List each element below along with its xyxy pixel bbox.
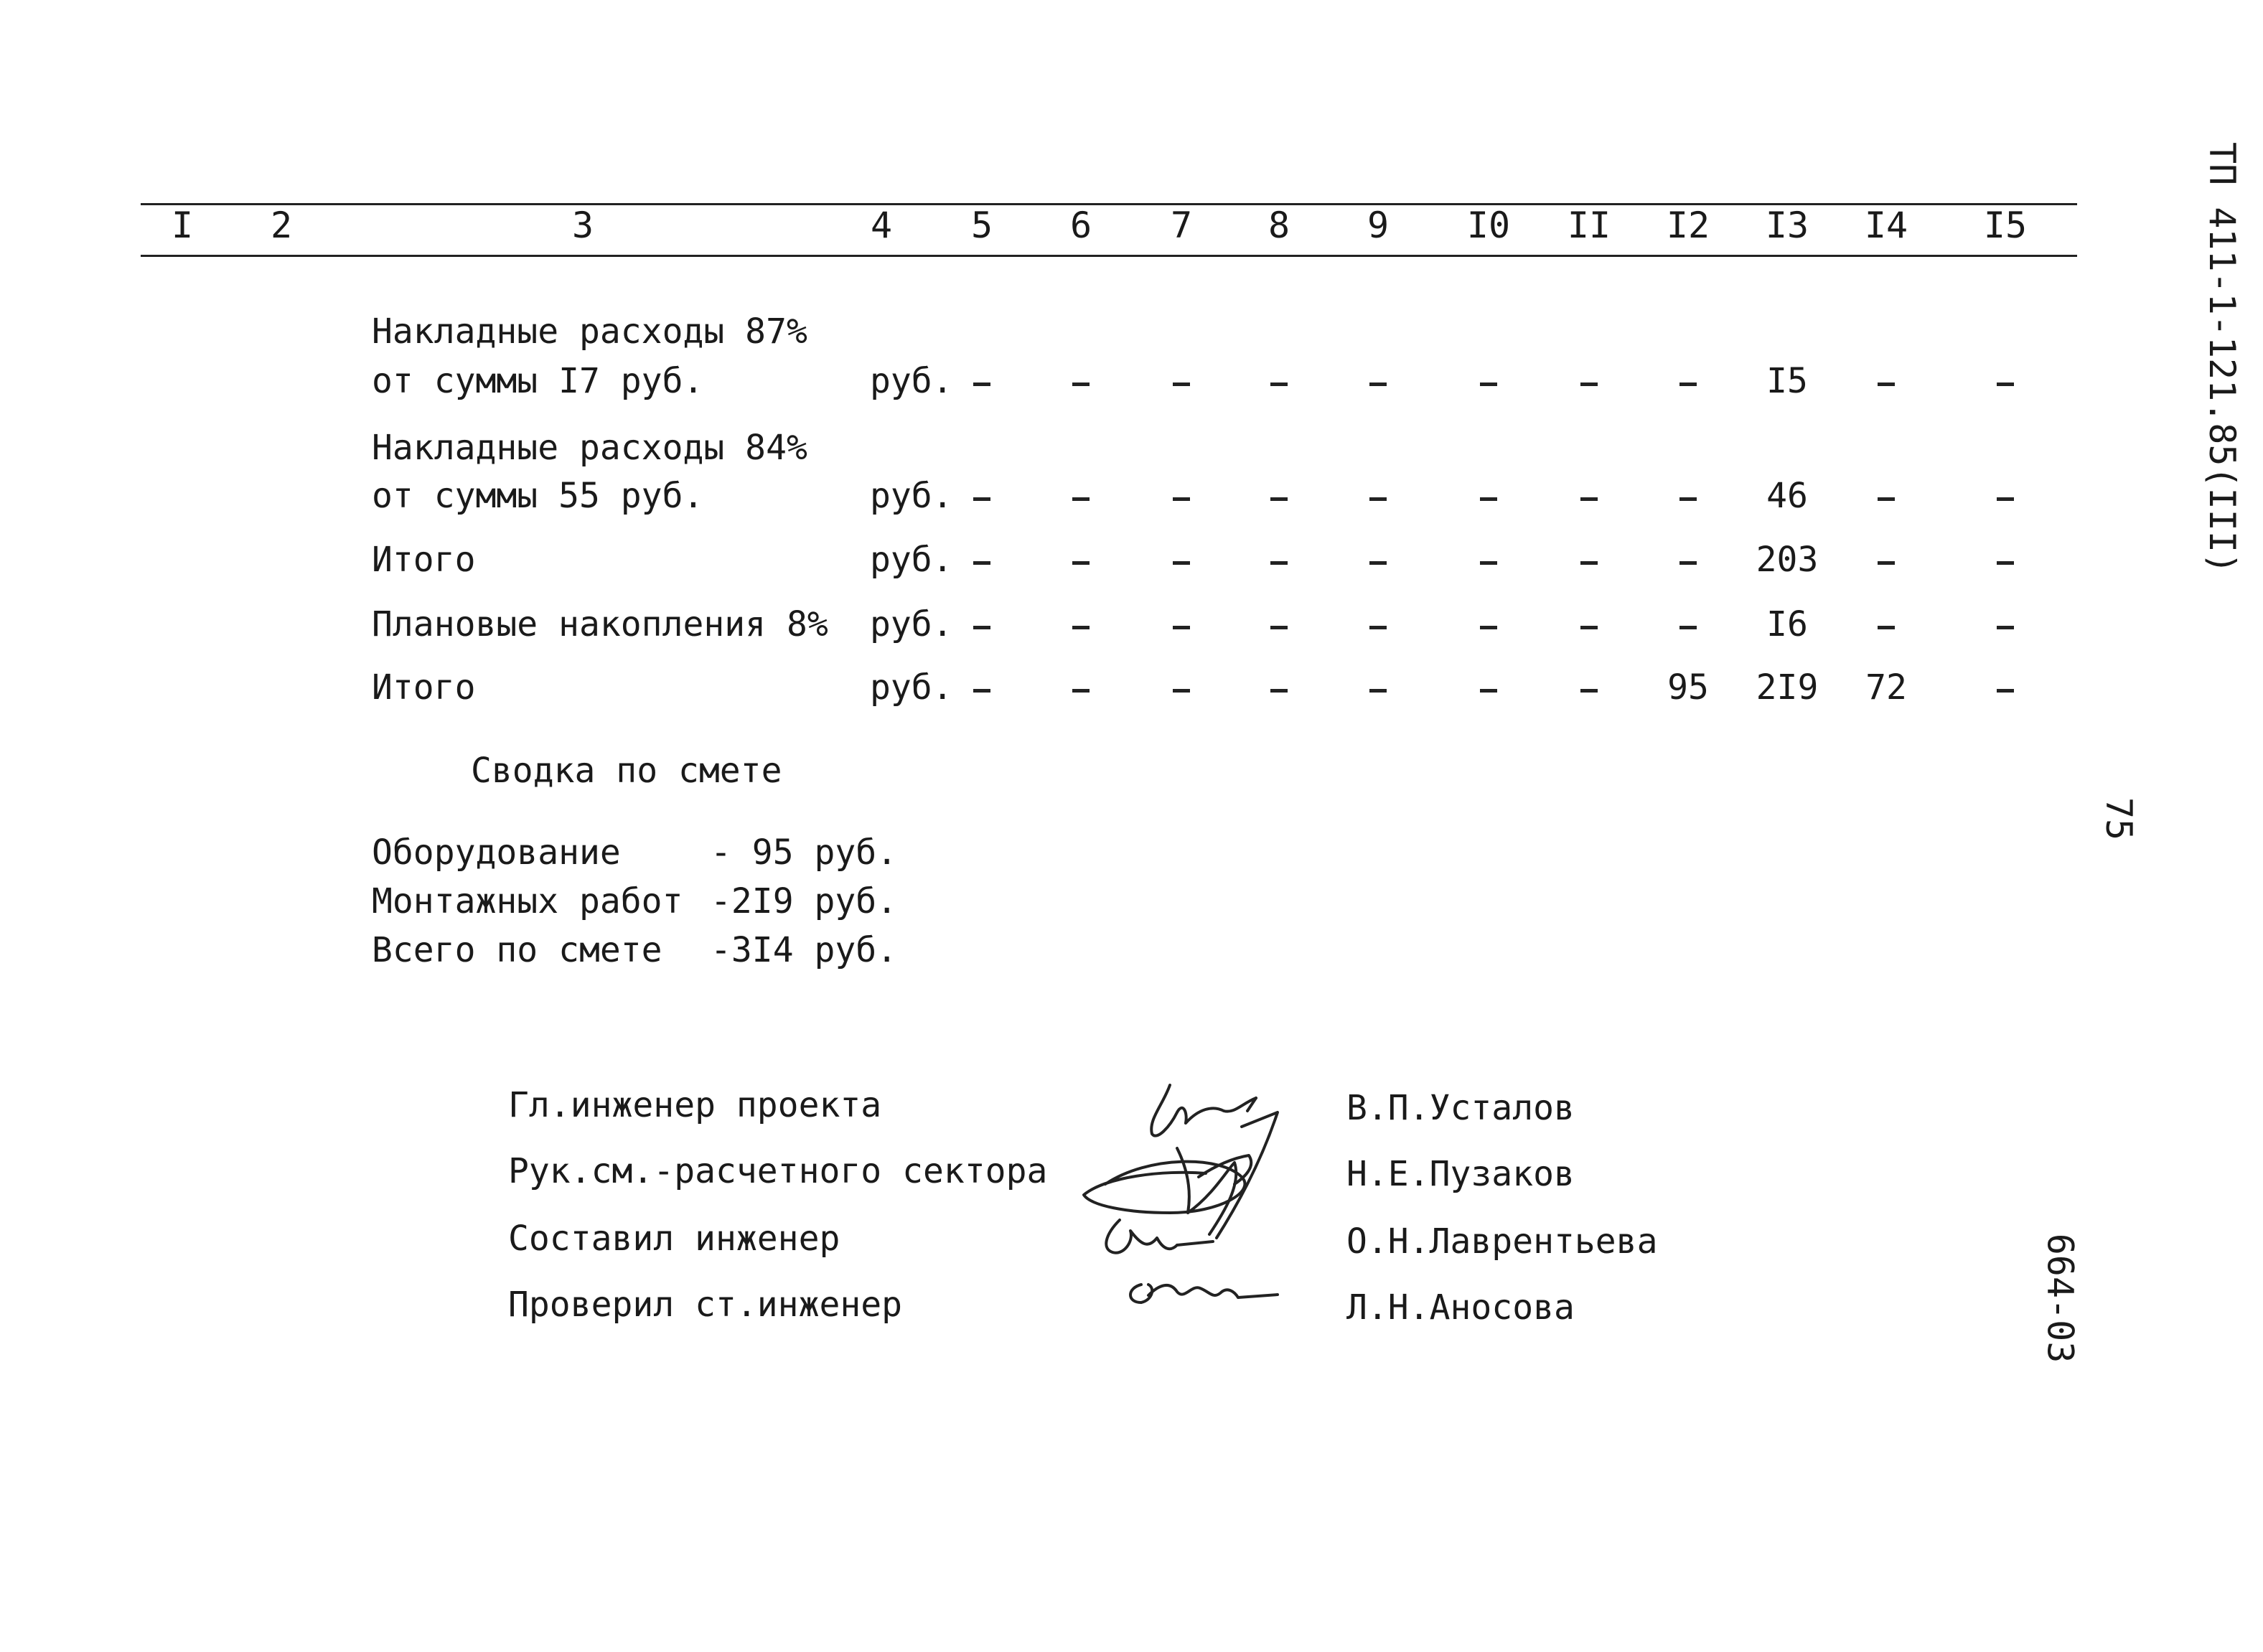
column-header: II [1567,205,1611,246]
table-header-bottom-rule [141,255,2077,257]
document-code: ТП 411-1-121.85(III) [2201,141,2244,575]
row-description: Итого [372,667,476,708]
empty-cell-dash [1997,561,2014,565]
empty-cell-dash [1072,497,1090,501]
row-description: Итого [372,540,476,580]
empty-cell-dash [1997,383,2014,386]
empty-cell-dash [1072,383,1090,386]
row-description: Накладные расходы 87% [372,311,807,352]
row-description: от суммы I7 руб. [372,361,704,401]
column-header: I5 [1983,205,2028,246]
column-header: I [171,205,194,246]
column-header: 5 [970,205,993,246]
empty-cell-dash [1480,497,1497,501]
handwritten-signatures [1062,1069,1349,1342]
empty-cell-dash [1270,561,1288,565]
empty-cell-dash [1997,689,2014,693]
signer-role: Гл.инженер проекта [508,1085,882,1125]
signer-name: Н.Е.Пузаков [1346,1154,1575,1194]
empty-cell-dash [1173,497,1190,501]
table-cell: 95 [1667,667,1709,708]
summary-label: Оборудование [372,832,621,873]
empty-cell-dash [1173,561,1190,565]
empty-cell-dash [1878,383,1895,386]
empty-cell-dash [973,383,990,386]
column-header: 6 [1069,205,1092,246]
table-cell: 2I9 [1756,667,1819,708]
empty-cell-dash [1480,689,1497,693]
column-header: 7 [1170,205,1193,246]
empty-cell-dash [1072,689,1090,693]
signer-role: Рук.см.-расчетного сектора [508,1151,1048,1191]
row-unit: руб. [870,667,953,708]
empty-cell-dash [1369,383,1387,386]
signer-role: Составил инженер [508,1219,840,1259]
empty-cell-dash [1997,497,2014,501]
column-header: I2 [1666,205,1710,246]
empty-cell-dash [1679,561,1697,565]
summary-value: -2I9 руб. [711,881,898,921]
column-header: 3 [571,205,594,246]
column-header: 8 [1268,205,1290,246]
empty-cell-dash [1480,561,1497,565]
empty-cell-dash [1072,626,1090,629]
empty-cell-dash [973,561,990,565]
row-unit: руб. [870,361,953,401]
page-number: 75 [2098,797,2140,841]
empty-cell-dash [973,689,990,693]
column-header: I3 [1765,205,1809,246]
empty-cell-dash [973,626,990,629]
signer-name: В.П.Усталов [1346,1088,1575,1128]
empty-cell-dash [1072,561,1090,565]
row-unit: руб. [870,476,953,516]
empty-cell-dash [1580,626,1598,629]
empty-cell-dash [1270,497,1288,501]
empty-cell-dash [1173,689,1190,693]
summary-value: -3I4 руб. [711,930,898,970]
empty-cell-dash [973,497,990,501]
empty-cell-dash [1270,689,1288,693]
row-unit: руб. [870,604,953,644]
empty-cell-dash [1580,497,1598,501]
empty-cell-dash [1878,626,1895,629]
empty-cell-dash [1480,383,1497,386]
empty-cell-dash [1679,626,1697,629]
empty-cell-dash [1878,561,1895,565]
table-cell: 72 [1865,667,1907,708]
archive-number: 664-03 [2039,1233,2081,1364]
empty-cell-dash [1997,626,2014,629]
empty-cell-dash [1173,626,1190,629]
summary-label: Монтажных работ [372,881,683,921]
signer-name: О.Н.Лаврентьева [1346,1221,1658,1262]
empty-cell-dash [1173,383,1190,386]
empty-cell-dash [1369,689,1387,693]
empty-cell-dash [1878,497,1895,501]
column-header: 2 [270,205,293,246]
empty-cell-dash [1270,626,1288,629]
column-header: I4 [1864,205,1908,246]
empty-cell-dash [1580,383,1598,386]
row-description: Плановые накопления 8% [372,604,828,644]
summary-value: - 95 руб. [711,832,898,873]
empty-cell-dash [1369,497,1387,501]
column-header: I0 [1466,205,1511,246]
empty-cell-dash [1580,689,1598,693]
empty-cell-dash [1369,626,1387,629]
column-header: 9 [1367,205,1390,246]
table-cell: I5 [1766,361,1808,401]
empty-cell-dash [1580,561,1598,565]
empty-cell-dash [1679,497,1697,501]
empty-cell-dash [1679,383,1697,386]
empty-cell-dash [1480,626,1497,629]
table-cell: I6 [1766,604,1808,644]
signer-role: Проверил ст.инженер [508,1285,903,1325]
table-cell: 46 [1766,476,1808,516]
table-cell: 203 [1756,540,1819,580]
row-description: от суммы 55 руб. [372,476,704,516]
row-description: Накладные расходы 84% [372,428,807,468]
empty-cell-dash [1369,561,1387,565]
summary-title: Сводка по смете [471,751,782,791]
row-unit: руб. [870,540,953,580]
signer-name: Л.Н.Аносова [1346,1287,1575,1328]
column-header: 4 [870,205,893,246]
empty-cell-dash [1270,383,1288,386]
summary-label: Всего по смете [372,930,662,970]
